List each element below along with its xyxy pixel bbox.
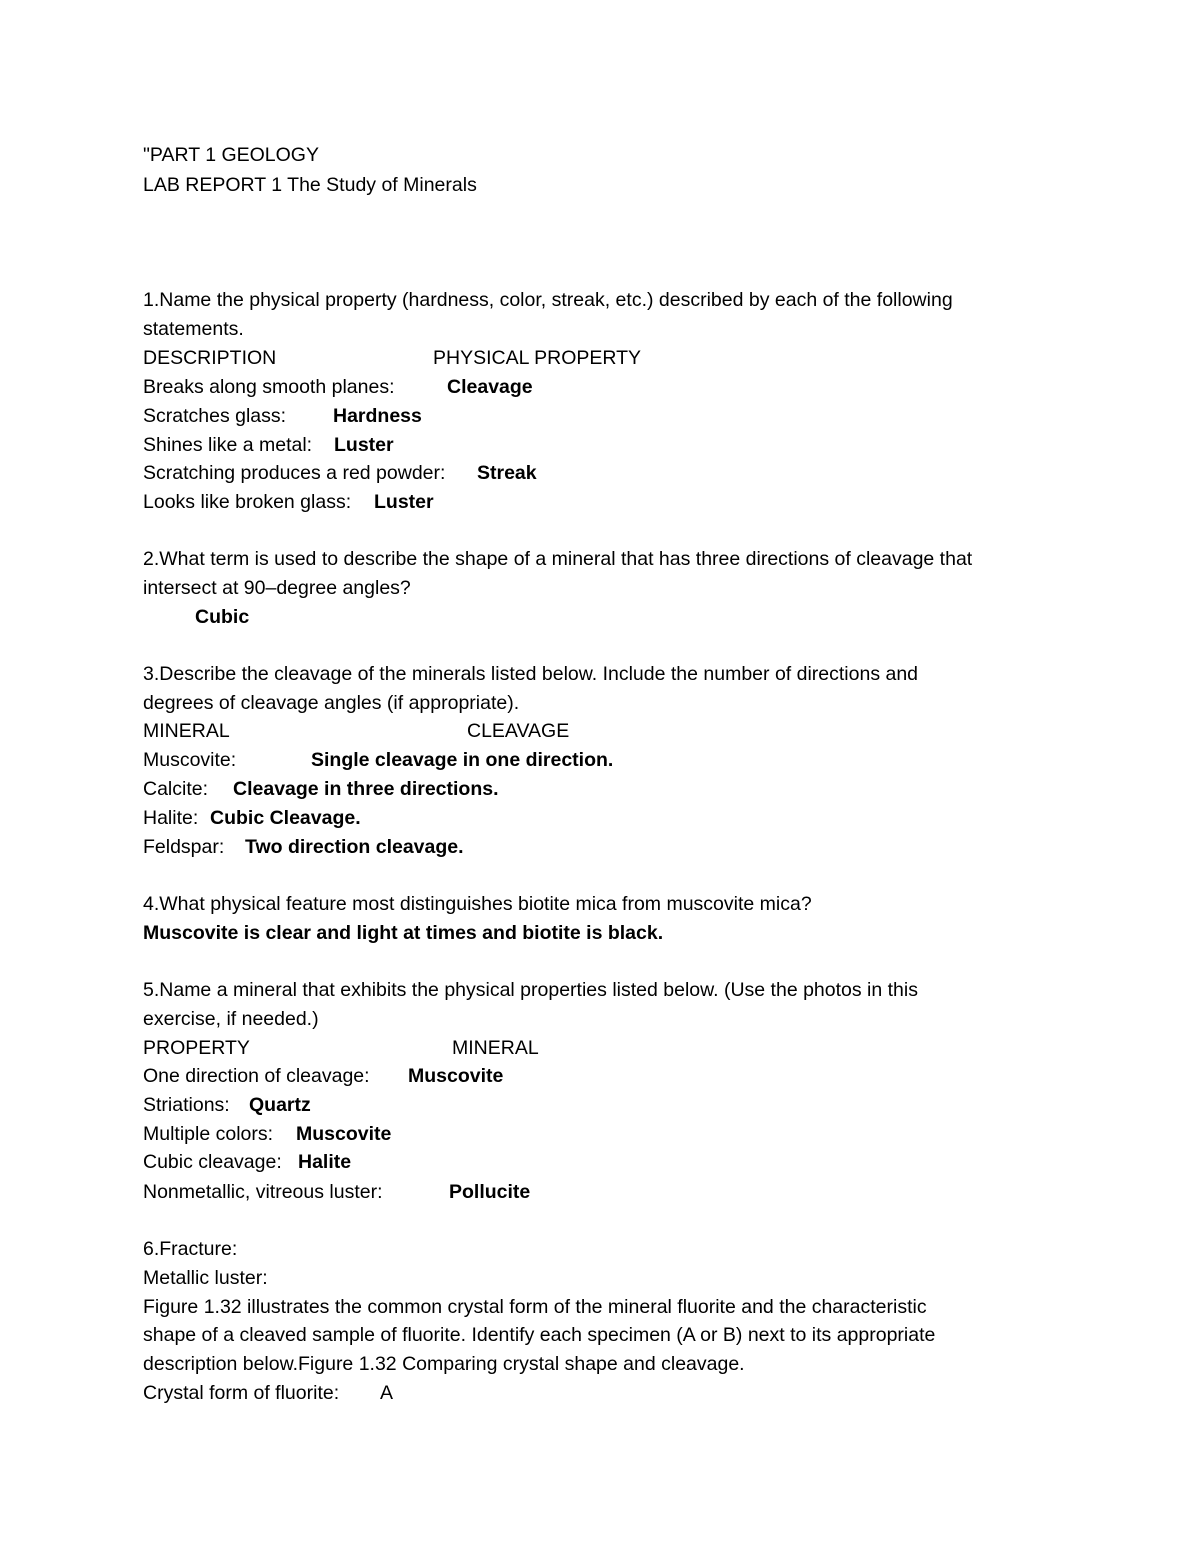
q6-fracture: 6.Fracture: — [143, 1238, 238, 1260]
q1-row-label: Breaks along smooth planes: — [143, 376, 395, 398]
q3-row-label: Halite: — [143, 807, 199, 829]
q1-row-label: Scratches glass: — [143, 405, 287, 427]
q1-prompt: 1.Name the physical property (hardness, color, streak, etc.) described by each of the following — [143, 289, 953, 311]
q5-row-answer: Quartz — [249, 1094, 311, 1116]
q1-row — [143, 404, 286, 428]
q1-row-answer: Luster — [334, 434, 394, 456]
q1-row-answer: Cleavage — [447, 376, 533, 398]
q5-col-property: PROPERTY — [143, 1037, 250, 1059]
q4-answer: Muscovite is clear and light at times and biotite is black. — [143, 922, 664, 944]
q5-row — [143, 1064, 370, 1088]
q5-prompt: 5.Name a mineral that exhibits the physical properties listed below. (Use the photos in this — [143, 979, 918, 1001]
q6-metallic-luster: Metallic luster: — [143, 1267, 268, 1289]
q3-row-answer: Single cleavage in one direction. — [311, 749, 614, 771]
q1-col-property: PHYSICAL PROPERTY — [433, 347, 642, 369]
q1-prompt-cont: statements. — [143, 318, 244, 340]
q2-prompt: 2.What term is used to describe the shape of a mineral that has three directions of cleavage that — [143, 548, 973, 570]
q1-row — [143, 433, 312, 457]
q5-col-mineral: MINERAL — [452, 1037, 539, 1059]
q5-row-label: Striations: — [143, 1094, 230, 1116]
q5-row-label: One direction of cleavage: — [143, 1065, 370, 1087]
q3-row-label: Muscovite: — [143, 749, 237, 771]
q5-row — [143, 1150, 282, 1174]
q3-prompt: 3.Describe the cleavage of the minerals listed below. Include the number of directions and — [143, 663, 919, 685]
part-heading: "PART 1 GEOLOGY — [143, 144, 319, 166]
q2-answer: Cubic — [195, 606, 250, 628]
q1-row-answer: Hardness — [333, 405, 422, 427]
q5-row — [143, 1093, 230, 1117]
q5-row-label: Cubic cleavage: — [143, 1151, 282, 1173]
q3-col-cleavage: CLEAVAGE — [467, 720, 570, 742]
q6-crystal-form-label: Crystal form of fluorite: — [143, 1382, 340, 1404]
q1-col-description: DESCRIPTION — [143, 347, 277, 369]
q3-row-label: Feldspar: — [143, 836, 225, 858]
q5-row-label: Nonmetallic, vitreous luster: — [143, 1181, 383, 1203]
q5-row-answer: Pollucite — [449, 1181, 531, 1203]
q5-row-answer: Muscovite — [408, 1065, 504, 1087]
q3-row-answer: Cleavage in three directions. — [233, 778, 499, 800]
q5-prompt-cont: exercise, if needed.) — [143, 1008, 319, 1030]
q6-figure-caption: description below.Figure 1.32 Comparing crystal shape and cleavage. — [143, 1353, 745, 1375]
q1-row-label: Shines like a metal: — [143, 434, 313, 456]
q1-row-label: Scratching produces a red powder: — [143, 462, 446, 484]
q6-figure-text: Figure 1.32 illustrates the common crystal form of the mineral fluorite and the characteristic — [143, 1296, 927, 1318]
q1-row — [143, 461, 445, 485]
q3-col-mineral: MINERAL — [143, 720, 230, 742]
q3-row-answer: Cubic Cleavage. — [210, 807, 361, 829]
lab-title: LAB REPORT 1 The Study of Minerals — [143, 174, 477, 196]
q3-row-answer: Two direction cleavage. — [245, 836, 464, 858]
q1-row-answer: Luster — [374, 491, 434, 513]
q3-row — [143, 835, 224, 859]
q5-row-answer: Halite — [298, 1151, 352, 1173]
q1-row — [143, 490, 351, 514]
q6-crystal-form-answer: A — [380, 1382, 394, 1404]
q5-row — [143, 1122, 273, 1146]
q1-row — [143, 375, 394, 399]
q5-row-answer: Muscovite — [296, 1123, 392, 1145]
q3-row — [143, 777, 208, 801]
q2-prompt-cont: intersect at 90–degree angles? — [143, 577, 411, 599]
q1-row-label: Looks like broken glass: — [143, 491, 352, 513]
q3-row-label: Calcite: — [143, 778, 209, 800]
q3-prompt-cont: degrees of cleavage angles (if appropriate). — [143, 692, 520, 714]
q5-row — [143, 1180, 383, 1204]
q4-prompt: 4.What physical feature most distinguishes biotite mica from muscovite mica? — [143, 893, 812, 915]
q3-row — [143, 748, 236, 772]
q5-row-label: Multiple colors: — [143, 1123, 274, 1145]
q3-row — [143, 806, 198, 830]
q1-row-answer: Streak — [477, 462, 537, 484]
q6-figure-text-cont: shape of a cleaved sample of fluorite. Identify each specimen (A or B) next to its appropriate — [143, 1324, 936, 1346]
